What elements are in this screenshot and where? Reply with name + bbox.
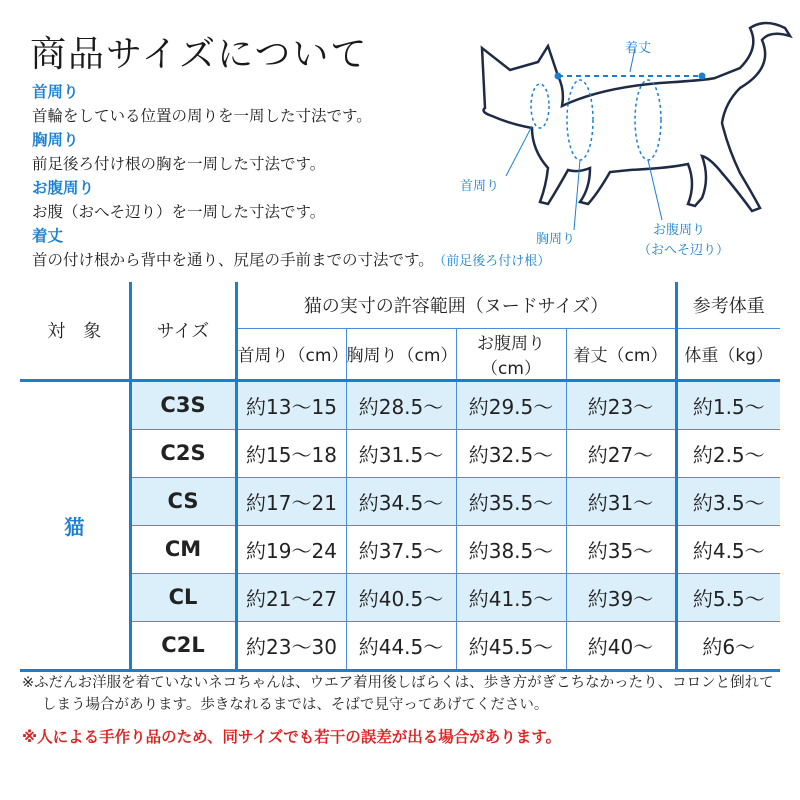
size-cell: CM [130,525,236,573]
chest-cell: 約37.5〜 [346,525,456,573]
sub-header-neck: 首周り（cm） [236,328,346,380]
neck-cell: 約13〜15 [236,380,346,429]
size-table [20,282,780,672]
label-neck: 首周り [460,179,500,194]
label-belly: お腹周り [653,223,706,238]
size-cell: CL [130,573,236,621]
sub-header-belly: お腹周り（cm） [456,328,566,380]
sub-header-length: 着丈（cm） [566,328,676,380]
def-term-neck: 首周り [32,83,79,101]
def-term-chest: 胸周り [32,131,79,149]
col-header-size: サイズ [130,282,236,380]
notes-section [22,672,782,748]
weight-cell: 約1.5〜 [676,380,780,429]
sub-header-weight: 体重（kg） [676,328,780,380]
chest-cell: 約44.5〜 [346,621,456,670]
cat-measurement-illustration [440,8,795,278]
page-title: 商品サイズについて [30,34,369,75]
neck-cell: 約19〜24 [236,525,346,573]
weight-cell: 約3.5〜 [676,477,780,525]
size-cell: C3S [130,380,236,429]
def-desc-length-text: 首の付け根から背中を通り、尻尾の手前までの寸法です。 [32,251,434,269]
weight-cell: 約2.5〜 [676,429,780,477]
def-desc-chest: 前足後ろ付け根の胸を一周した寸法です。 [32,155,326,173]
def-term-length: 着丈 [32,227,64,245]
length-cell: 約27〜 [566,429,676,477]
note-handmade-warning: ※人による手作り品のため、同サイズでも若干の誤差が出る場合があります。 [22,728,561,746]
neck-cell: 約15〜18 [236,429,346,477]
label-chest: 胸周り [536,232,576,247]
species-cell: 猫 [20,380,130,670]
note-walking: ※ふだんお洋服を着ていないネコちゃんは、ウエア着用後しばらくは、歩き方がぎこちなかったり、コロンと倒れてしまう場合があります。歩きなれるまでは、そばで見守ってあげてください。 [22,675,774,713]
def-term-belly: お腹周り [32,179,95,197]
belly-cell: 約38.5〜 [456,525,566,573]
neck-cell: 約17〜21 [236,477,346,525]
chest-cell: 約31.5〜 [346,429,456,477]
belly-cell: 約45.5〜 [456,621,566,670]
chest-illustration-sublabel: （前足後ろ付け根） [439,254,551,269]
length-cell: 約40〜 [566,621,676,670]
neck-cell: 約23〜30 [236,621,346,670]
def-desc-neck: 首輪をしている位置の周りを一周した寸法です。 [32,107,372,125]
group-header-weight: 参考体重 [676,282,780,328]
size-cell: C2S [130,429,236,477]
belly-cell: 約41.5〜 [456,573,566,621]
size-cell: C2L [130,621,236,670]
chest-cell: 約28.5〜 [346,380,456,429]
weight-cell: 約5.5〜 [676,573,780,621]
length-cell: 約39〜 [566,573,676,621]
belly-cell: 約35.5〜 [456,477,566,525]
col-header-target: 対 象 [20,282,130,380]
length-cell: 約35〜 [566,525,676,573]
length-cell: 約31〜 [566,477,676,525]
belly-cell: 約32.5〜 [456,429,566,477]
sub-header-chest: 胸周り（cm） [346,328,456,380]
label-belly-sub: （おへそ辺り） [638,243,730,258]
chest-cell: 約34.5〜 [346,477,456,525]
belly-cell: 約29.5〜 [456,380,566,429]
weight-cell: 約4.5〜 [676,525,780,573]
label-length: 着丈 [625,41,652,56]
length-cell: 約23〜 [566,380,676,429]
weight-cell: 約6〜 [676,621,780,670]
group-header-actual: 猫の実寸の許容範囲（ヌードサイズ） [236,282,676,328]
def-desc-belly: お腹（おへそ辺り）を一周した寸法です。 [32,203,326,221]
chest-cell: 約40.5〜 [346,573,456,621]
neck-cell: 約21〜27 [236,573,346,621]
size-cell: CS [130,477,236,525]
